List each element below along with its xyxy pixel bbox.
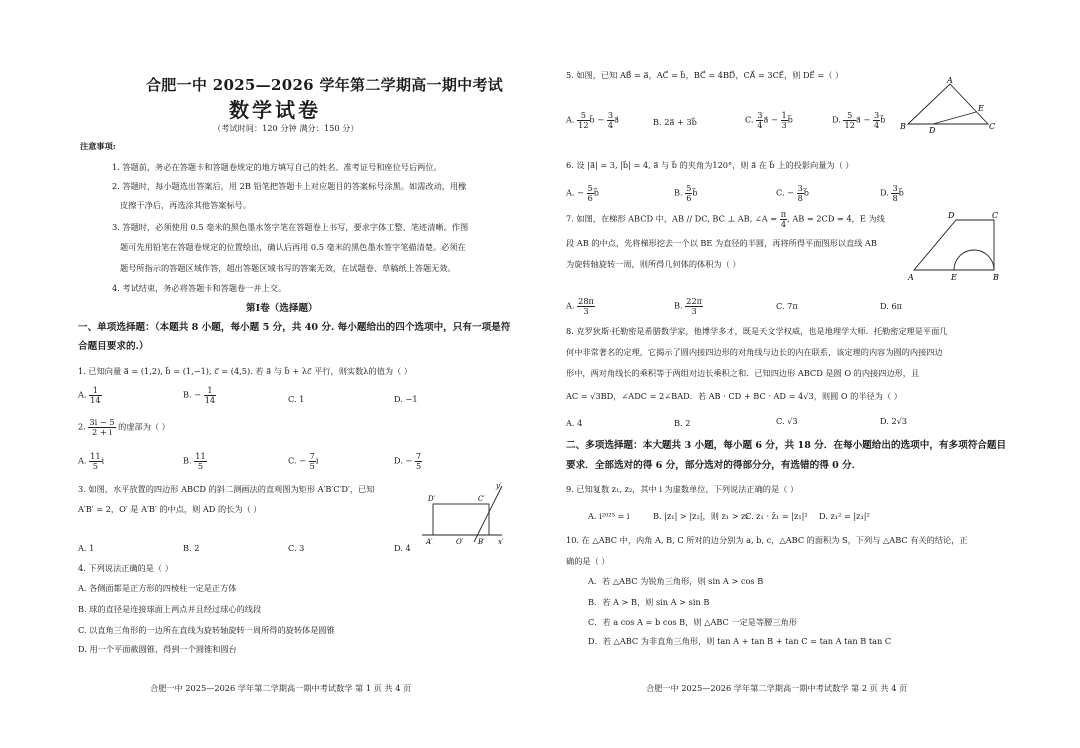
q3-stem-cont: A′B′ = 2，O′ 是 A′B′ 的中点，则 AD 的长为（ ） — [78, 504, 262, 514]
q7-stem: 7. 如图，在梯形 ABCD 中，AB // DC, BC ⊥ AB, ∠A = $\frac{\pi}{4}$ , AB = 2CD = 4，E 为线 — [566, 209, 885, 229]
section2-heading-cont: 要求．全部选对的得 6 分，部分选对的得部分分，有选错的得 0 分． — [566, 460, 862, 471]
q7-label-a: A — [908, 273, 914, 282]
q1-option-a: A. $\frac{1}{14}$ — [78, 385, 101, 405]
part1-title: 第Ⅰ卷（选择题） — [246, 303, 318, 314]
q7-label-c: C — [992, 211, 999, 220]
exam-page-2 — [540, 0, 1080, 748]
q3-label-xprime: x′ — [498, 538, 504, 546]
section2-heading: 二、多项选择题：本大题共 3 小题，每小题 6 分，共 18 分．在每小题给出的选项中，有多项符合题目 — [566, 440, 1007, 451]
notice-item: 4. 考试结束，务必将答题卡和答题卷一并上交。 — [112, 283, 287, 293]
q5-label-a: A — [947, 76, 953, 85]
q8-stem: 8. 克罗狄斯·托勒密是希腊数学家，他博学多才，既是天文学权威，也是地理学大师．托勒密定理是平面几 — [566, 326, 948, 336]
q5-stem: 5. 如图，已知 AB⃗ = a⃗，AC⃗ = b⃗，BC⃗ = 4BD⃗，CA⃗ = 3CE⃗，则 DE⃗ =（ ） — [566, 70, 844, 80]
q3-figure — [416, 480, 508, 550]
q3-label-oprime: O′ — [456, 538, 464, 546]
q5-figure — [898, 74, 998, 136]
q7-option-b: B. $\frac{22\pi}{3}$ — [674, 296, 703, 316]
q4-option-c: C. 以直角三角形的一边所在直线为旋转轴旋转一周所得的旋转体是圆锥 — [78, 625, 335, 635]
q5-label-d: D — [929, 126, 936, 135]
q3-option-c: C. 3 — [288, 543, 305, 553]
q6-option-a: A. − $\frac{5}{6}$ b⃗ — [566, 183, 600, 203]
q7-figure — [906, 208, 1006, 284]
section1-heading: 一、单项选择题：（本题共 8 小题，每小题 5 分，共 40 分. 每小题给出的四个选项中，只有一项是符 — [78, 322, 511, 333]
q7-option-d: D. 6π — [880, 301, 903, 311]
q1-option-b: B. − $\frac{1}{14}$ — [183, 385, 216, 405]
q2-option-b: B. $\frac{11}{5}$ — [183, 451, 206, 471]
q4-option-a: A. 各侧面都是正方形的四棱柱一定是正方体 — [78, 583, 237, 593]
q8-stem-cont2: 形中，两对角线长的乘积等于两组对边长乘积之和．已知四边形 ABCD 是圆 O 的内接四边形，且 — [566, 368, 920, 378]
notice-item: 题号所指示的答题区域作答，超出答题区域书写的答案无效，在试题卷、草稿纸上答题无效。 — [120, 263, 456, 273]
q10-stem-cont: 确的是（ ） — [566, 556, 610, 566]
exam-info: （考试时间：120 分钟 满分：150 分） — [213, 123, 359, 133]
q7-option-c: C. 7π — [776, 301, 798, 311]
notice-item: 1. 答题前，务必在答题卡和答题卷规定的地方填写自己的姓名、准考证号和座位号后两位。 — [112, 162, 442, 172]
q10-stem: 10. 在 △ABC 中，内角 A, B, C 所对的边分别为 a, b, c，△ABC 的面积为 S，下列与 △ABC 有关的结论，正 — [566, 535, 968, 545]
q3-option-b: B. 2 — [183, 543, 200, 553]
q9-option-d: D. z₁² = |z₁|² — [819, 511, 870, 521]
q2-option-a: A. $\frac{11}{5}$ i — [78, 451, 105, 471]
q5-label-c: C — [989, 122, 996, 131]
q6-option-c: C. − $\frac{3}{8}$ b⃗ — [776, 183, 810, 203]
q3-option-a: A. 1 — [78, 543, 95, 553]
q3-option-d: D. 4 — [394, 543, 411, 553]
q5-option-a: A. $\frac{5}{12}$ b⃗ − $\frac{3}{4}$ a⃗ — [566, 110, 620, 130]
q8-option-a: A. 4 — [566, 418, 583, 428]
notice-item: 3. 答题时，必须使用 0.5 毫米的黑色墨水签字笔在答题卷上书写，要求字体工整、笔迹清晰。作图 — [112, 222, 469, 232]
q2-option-d: D. − $\frac{7}{5}$ — [394, 451, 422, 471]
notice-item: 题可先用铅笔在答题卷规定的位置绘出，确认后再用 0.5 毫米的黑色墨水签字笔描清楚。必须在 — [120, 242, 466, 252]
q7-label-b: B — [993, 273, 999, 282]
q3-label-yprime: y′ — [496, 482, 502, 490]
q5-label-e: E — [978, 104, 984, 113]
q10-option-c: C．若 a cos A = b cos B，则 △ABC 一定是等腰三角形 — [588, 617, 797, 627]
q4-option-d: D. 用一个平面截圆锥，得到一个圆锥和圆台 — [78, 644, 237, 654]
q3-stem: 3. 如图，水平放置的四边形 ABCD 的斜二测画法的直观图为矩形 A′B′C′D′，已知 — [78, 484, 375, 494]
notice-heading: 注意事项: — [80, 141, 116, 151]
notice-item: 皮擦干净后，再选涂其他答案标号。 — [120, 200, 252, 210]
q10-option-b: B．若 A > B，则 sin A > sin B — [588, 597, 710, 607]
q3-label-aprime: A′ — [426, 538, 433, 546]
q3-label-cprime: C′ — [478, 495, 485, 503]
q3-label-dprime: D′ — [428, 495, 436, 503]
q3-label-bprime: B′ — [478, 538, 485, 546]
q9-option-b: B. |z₁| > |z₂|，则 z₁ > z₂ — [653, 511, 749, 521]
q7-stem-cont2: 为旋转轴旋转一周，则所得几何体的体积为（ ） — [566, 259, 741, 269]
q2-stem: 2. $\frac{3i - 5}{2 + i}$ 的虚部为（ ） — [78, 417, 170, 437]
q2-option-c: C. − $\frac{7}{5}$ i — [288, 451, 319, 471]
exam-title: 合肥一中 2025—2026 学年第二学期高一期中考试 — [146, 76, 504, 94]
q7-label-d: D — [948, 211, 955, 220]
q7-option-a: A. $\frac{28\pi}{3}$ — [566, 296, 594, 316]
page-footer: 合肥一中 2025—2026 学年第二学期高一期中考试数学 第 2 页 共 4 页 — [646, 683, 908, 693]
q8-stem-cont: 何中非常著名的定理，它揭示了圆内接四边形的对角线与边长的内在联系，该定理的内容为圆的内接四边 — [566, 347, 943, 357]
q9-stem: 9. 已知复数 z₁, z₂，其中 i 为虚数单位，下列说法正确的是（ ） — [566, 484, 799, 494]
page-footer: 合肥一中 2025—2026 学年第二学期高一期中考试数学 第 1 页 共 4 页 — [150, 683, 412, 693]
q6-option-b: B. $\frac{5}{6}$ b⃗ — [674, 183, 698, 203]
q7-stem-cont: 段 AB 的中点，先将梯形挖去一个以 BE 为直径的半圆，再将所得平面图形以直线 AB — [566, 238, 877, 248]
q6-stem: 6. 设 |a⃗| = 3, |b⃗| = 4, a⃗ 与 b⃗ 的夹角为120°，则 a⃗ 在 b⃗ 上的投影向量为（ ） — [566, 160, 854, 170]
q8-stem-cont3: AC = √3BD，∠ADC = 2∠BAD．若 AB · CD + BC · AD = 4√3，则圆 O 的半径为（ ） — [566, 391, 902, 401]
q1-stem: 1. 已知向量 a⃗ = (1,2), b⃗ = (1,−1), c⃗ = (4,5). 若 a⃗ 与 b⃗ + λc⃗ 平行，则实数λ的值为（ ） — [78, 366, 412, 376]
q5-option-c: C. $\frac{3}{4}$ a⃗ − $\frac{1}{3}$ b⃗ — [745, 110, 793, 130]
q5-label-b: B — [900, 122, 906, 131]
q6-option-d: D. $\frac{3}{8}$ b⃗ — [880, 183, 904, 203]
q4-stem: 4. 下列说法正确的是（ ） — [78, 563, 173, 573]
q1-option-c: C. 1 — [288, 394, 305, 404]
q7-label-e: E — [951, 273, 957, 282]
q9-option-c: C. z₁ · z̄₁ = |z₁|² — [745, 511, 808, 521]
q8-option-c: C. √3 — [776, 416, 798, 426]
q8-option-b: B. 2 — [674, 418, 691, 428]
q5-option-b: B. 2a⃗ + 3b⃗ — [653, 117, 697, 127]
q10-option-d: D．若 △ABC 为非直角三角形，则 tan A + tan B + tan C = tan A tan B tan C — [588, 636, 892, 646]
q1-option-d: D. −1 — [394, 394, 418, 404]
q5-option-d: D. $\frac{5}{12}$ a⃗ − $\frac{3}{4}$ b⃗ — [832, 110, 886, 130]
q8-option-d: D. 2√3 — [880, 416, 908, 426]
q4-option-b: B. 球的直径是连接球面上两点并且经过球心的线段 — [78, 604, 262, 614]
q9-option-a: A. i²⁰²⁵ = i — [588, 511, 630, 521]
notice-item: 2. 答题时，每小题选出答案后，用 2B 铅笔把答题卡上对应题目的答案标号涂黑。如需改动，用橡 — [112, 181, 467, 191]
exam-subtitle: 数学试卷 — [229, 98, 321, 122]
section1-heading-cont: 合题目要求的.） — [78, 341, 149, 352]
q10-option-a: A．若 △ABC 为锐角三角形，则 sin A > cos B — [588, 576, 764, 586]
